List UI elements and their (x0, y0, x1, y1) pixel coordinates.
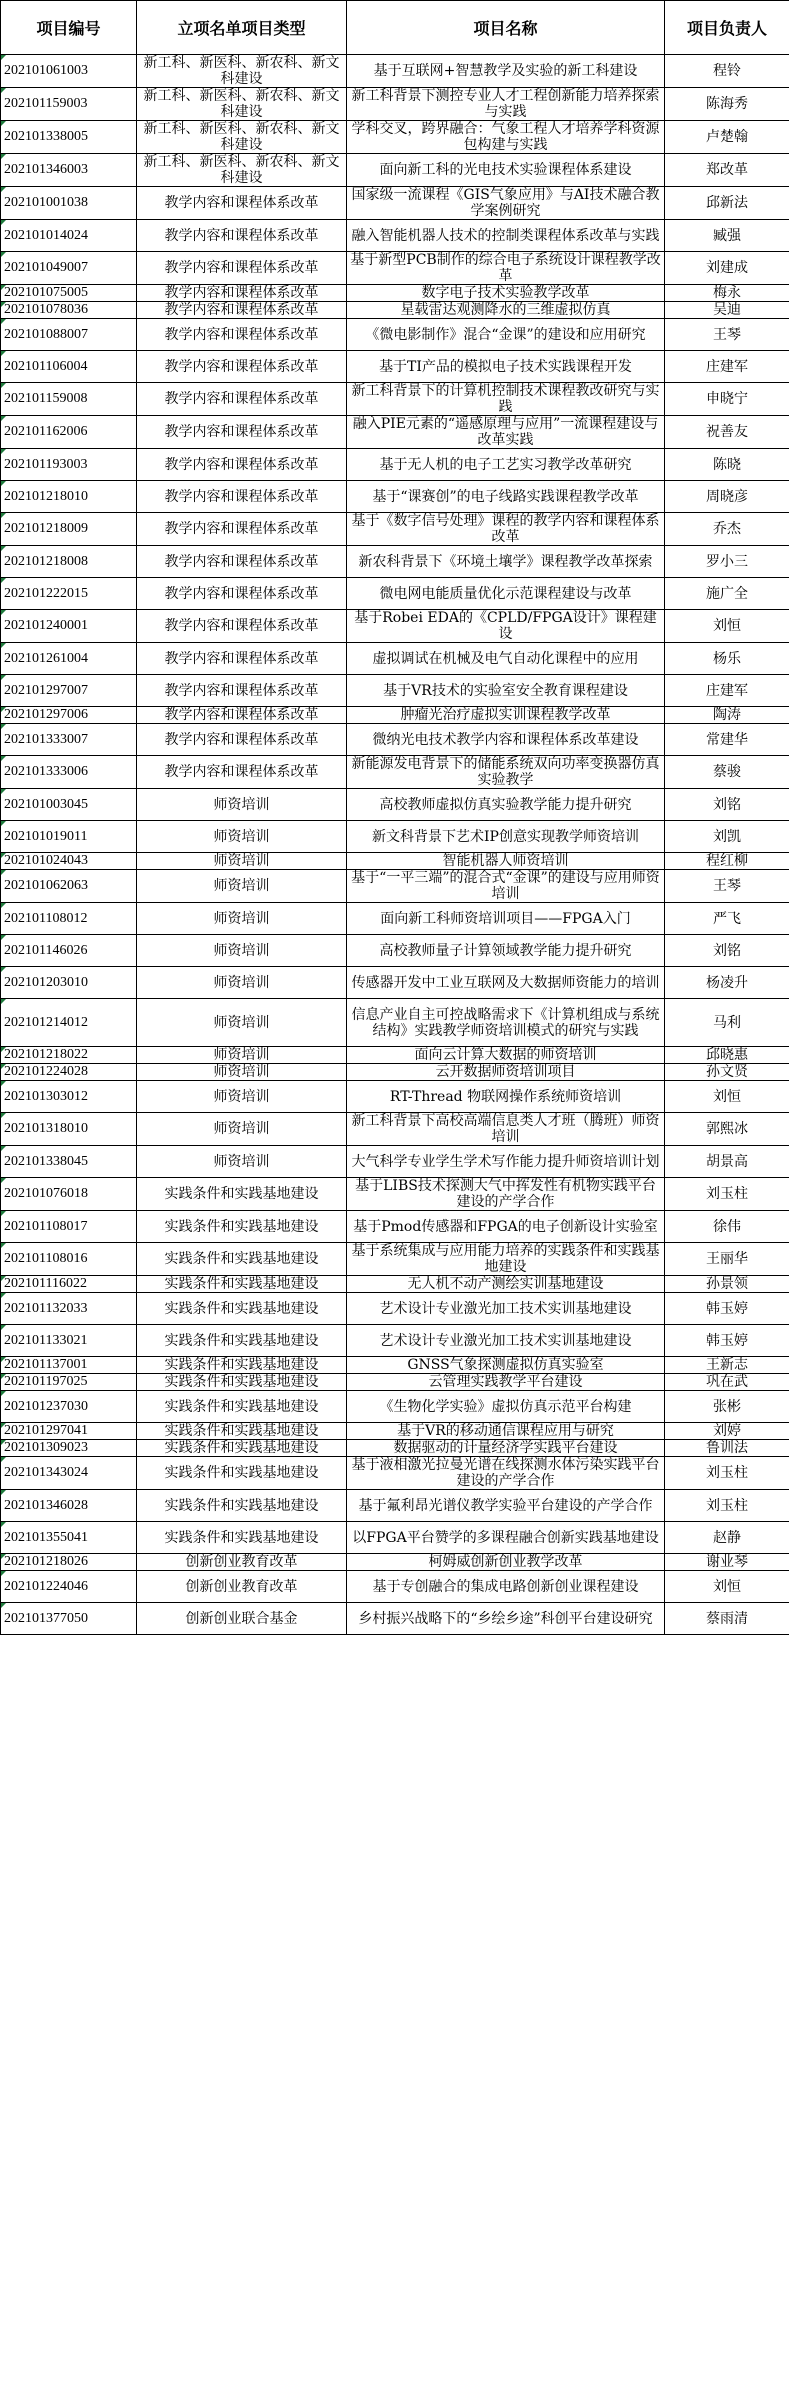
cell-name: RT-Thread 物联网操作系统师资培训 (347, 1081, 665, 1113)
cell-name: 柯姆威创新创业教学改革 (347, 1554, 665, 1571)
cell-code: 202101218022 (1, 1047, 137, 1064)
cell-name: 智能机器人师资培训 (347, 853, 665, 870)
cell-name: 面向新工科的光电技术实验课程体系建设 (347, 154, 665, 187)
cell-name: 新工科背景下高校高端信息类人才班（腾班）师资培训 (347, 1113, 665, 1146)
table-row (1, 285, 789, 302)
cell-type: 教学内容和课程体系改革 (137, 449, 347, 481)
cell-lead: 蔡雨清 (665, 1603, 789, 1635)
cell-lead: 刘铭 (665, 935, 789, 967)
cell-lead: 韩玉婷 (665, 1293, 789, 1325)
cell-lead: 施广全 (665, 578, 789, 610)
cell-name: 融入智能机器人技术的控制类课程体系改革与实践 (347, 220, 665, 252)
cell-name: 基于液相激光拉曼光谱在线探测水体污染实践平台建设的产学合作 (347, 1457, 665, 1490)
cell-name: 基于无人机的电子工艺实习教学改革研究 (347, 449, 665, 481)
cell-type: 教学内容和课程体系改革 (137, 610, 347, 643)
cell-name: 基于《数字信号处理》课程的教学内容和课程体系改革 (347, 513, 665, 546)
cell-name: 云管理实践教学平台建设 (347, 1374, 665, 1391)
cell-lead: 刘恒 (665, 1571, 789, 1603)
cell-code: 202101062063 (1, 870, 137, 903)
table-row (1, 1276, 789, 1293)
cell-code: 202101132033 (1, 1293, 137, 1325)
table-row (1, 1064, 789, 1081)
cell-lead: 赵静 (665, 1522, 789, 1554)
cell-name: 以FPGA平台赞学的多课程融合创新实践基地建设 (347, 1522, 665, 1554)
table-row (1, 1211, 789, 1243)
cell-name: 微纳光电技术教学内容和课程体系改革建设 (347, 724, 665, 756)
cell-code: 202101197025 (1, 1374, 137, 1391)
cell-type: 师资培训 (137, 789, 347, 821)
cell-type: 新工科、新医科、新农科、新文科建设 (137, 88, 347, 121)
header-row (1, 1, 789, 55)
table-row (1, 1571, 789, 1603)
header-lead: 项目负责人 (665, 1, 789, 55)
table-row (1, 513, 789, 546)
cell-lead: 刘铭 (665, 789, 789, 821)
table-row (1, 1113, 789, 1146)
cell-name: 微电网电能质量优化示范课程建设与改革 (347, 578, 665, 610)
cell-code: 202101108017 (1, 1211, 137, 1243)
cell-type: 师资培训 (137, 1146, 347, 1178)
cell-name: 新文科背景下艺术IP创意实现教学师资培训 (347, 821, 665, 853)
cell-code: 202101318010 (1, 1113, 137, 1146)
cell-type: 师资培训 (137, 1113, 347, 1146)
header-type: 立项名单项目类型 (137, 1, 347, 55)
cell-lead: 胡景高 (665, 1146, 789, 1178)
cell-type: 教学内容和课程体系改革 (137, 513, 347, 546)
cell-code: 202101162006 (1, 416, 137, 449)
cell-name: 基于“一平三端”的混合式“金课”的建设与应用师资培训 (347, 870, 665, 903)
cell-type: 教学内容和课程体系改革 (137, 643, 347, 675)
table-row (1, 578, 789, 610)
cell-code: 202101297006 (1, 707, 137, 724)
cell-name: 《生物化学实验》虚拟仿真示范平台构建 (347, 1391, 665, 1423)
cell-code: 202101137001 (1, 1357, 137, 1374)
cell-lead: 刘玉柱 (665, 1178, 789, 1211)
cell-code: 202101218008 (1, 546, 137, 578)
cell-name: 数据驱动的计量经济学实践平台建设 (347, 1440, 665, 1457)
cell-code: 202101218009 (1, 513, 137, 546)
table-row (1, 220, 789, 252)
cell-code: 202101343024 (1, 1457, 137, 1490)
table-row (1, 1374, 789, 1391)
cell-lead: 张彬 (665, 1391, 789, 1423)
cell-code: 202101116022 (1, 1276, 137, 1293)
cell-lead: 常建华 (665, 724, 789, 756)
cell-code: 202101218026 (1, 1554, 137, 1571)
cell-name: 乡村振兴战略下的“乡绘乡途”科创平台建设研究 (347, 1603, 665, 1635)
cell-code: 202101076018 (1, 1178, 137, 1211)
cell-type: 师资培训 (137, 967, 347, 999)
cell-type: 实践条件和实践基地建设 (137, 1325, 347, 1357)
table-row (1, 351, 789, 383)
cell-type: 实践条件和实践基地建设 (137, 1423, 347, 1440)
table-row (1, 1522, 789, 1554)
cell-lead: 韩玉婷 (665, 1325, 789, 1357)
cell-lead: 刘恒 (665, 1081, 789, 1113)
cell-lead: 祝善友 (665, 416, 789, 449)
cell-name: 传感器开发中工业互联网及大数据师资能力的培训 (347, 967, 665, 999)
cell-code: 202101261004 (1, 643, 137, 675)
cell-name: 基于互联网+智慧教学及实验的新工科建设 (347, 55, 665, 88)
table-row (1, 1081, 789, 1113)
cell-lead: 谢业琴 (665, 1554, 789, 1571)
cell-code: 202101106004 (1, 351, 137, 383)
cell-lead: 邱新法 (665, 187, 789, 220)
table-row (1, 302, 789, 319)
cell-type: 实践条件和实践基地建设 (137, 1490, 347, 1522)
cell-lead: 孙文贤 (665, 1064, 789, 1081)
cell-code: 202101355041 (1, 1522, 137, 1554)
cell-code: 202101377050 (1, 1603, 137, 1635)
cell-type: 教学内容和课程体系改革 (137, 220, 347, 252)
cell-name: 星载雷达观测降水的三维虚拟仿真 (347, 302, 665, 319)
table-row (1, 1554, 789, 1571)
cell-code: 202101078036 (1, 302, 137, 319)
cell-code: 202101222015 (1, 578, 137, 610)
cell-lead: 郭熙冰 (665, 1113, 789, 1146)
cell-name: GNSS气象探测虚拟仿真实验室 (347, 1357, 665, 1374)
cell-type: 教学内容和课程体系改革 (137, 707, 347, 724)
cell-lead: 乔杰 (665, 513, 789, 546)
cell-type: 实践条件和实践基地建设 (137, 1211, 347, 1243)
cell-lead: 卢楚翰 (665, 121, 789, 154)
table-row (1, 1178, 789, 1211)
cell-lead: 王丽华 (665, 1243, 789, 1276)
cell-name: 融入PIE元素的“遥感原理与应用”一流课程建设与改革实践 (347, 416, 665, 449)
cell-lead: 巩在武 (665, 1374, 789, 1391)
cell-type: 教学内容和课程体系改革 (137, 302, 347, 319)
cell-type: 师资培训 (137, 821, 347, 853)
cell-lead: 罗小三 (665, 546, 789, 578)
cell-code: 202101214012 (1, 999, 137, 1047)
cell-code: 202101061003 (1, 55, 137, 88)
table-row (1, 643, 789, 675)
cell-lead: 刘凯 (665, 821, 789, 853)
table-row (1, 55, 789, 88)
table-row (1, 999, 789, 1047)
cell-code: 202101133021 (1, 1325, 137, 1357)
cell-type: 实践条件和实践基地建设 (137, 1374, 347, 1391)
cell-lead: 刘恒 (665, 610, 789, 643)
cell-lead: 庄建军 (665, 675, 789, 707)
header-name: 项目名称 (347, 1, 665, 55)
table-row (1, 1391, 789, 1423)
cell-type: 教学内容和课程体系改革 (137, 285, 347, 302)
cell-code: 202101338005 (1, 121, 137, 154)
cell-type: 实践条件和实践基地建设 (137, 1522, 347, 1554)
cell-type: 师资培训 (137, 1064, 347, 1081)
cell-name: 基于VR技术的实验室安全教育课程建设 (347, 675, 665, 707)
table-row (1, 675, 789, 707)
cell-name: 艺术设计专业激光加工技术实训基地建设 (347, 1293, 665, 1325)
cell-lead: 孙景领 (665, 1276, 789, 1293)
cell-lead: 王新志 (665, 1357, 789, 1374)
cell-name: 数字电子技术实验教学改革 (347, 285, 665, 302)
cell-name: 面向云计算大数据的师资培训 (347, 1047, 665, 1064)
cell-lead: 刘玉柱 (665, 1457, 789, 1490)
cell-type: 教学内容和课程体系改革 (137, 252, 347, 285)
cell-type: 教学内容和课程体系改革 (137, 578, 347, 610)
cell-name: 基于VR的移动通信课程应用与研究 (347, 1423, 665, 1440)
cell-type: 教学内容和课程体系改革 (137, 319, 347, 351)
cell-type: 师资培训 (137, 1047, 347, 1064)
cell-lead: 庄建军 (665, 351, 789, 383)
cell-name: 基于新型PCB制作的综合电子系统设计课程教学改革 (347, 252, 665, 285)
cell-name: 面向新工科师资培训项目——FPGA入门 (347, 903, 665, 935)
cell-type: 创新创业联合基金 (137, 1603, 347, 1635)
cell-lead: 陈海秀 (665, 88, 789, 121)
cell-lead: 吴迪 (665, 302, 789, 319)
cell-name: 基于Pmod传感器和FPGA的电子创新设计实验室 (347, 1211, 665, 1243)
cell-name: 高校教师虚拟仿真实验教学能力提升研究 (347, 789, 665, 821)
cell-code: 202101240001 (1, 610, 137, 643)
cell-type: 实践条件和实践基地建设 (137, 1357, 347, 1374)
cell-lead: 陶涛 (665, 707, 789, 724)
table-row (1, 187, 789, 220)
cell-type: 教学内容和课程体系改革 (137, 675, 347, 707)
cell-code: 202101088007 (1, 319, 137, 351)
table-row (1, 481, 789, 513)
cell-lead: 郑改革 (665, 154, 789, 187)
cell-code: 202101346003 (1, 154, 137, 187)
cell-type: 师资培训 (137, 853, 347, 870)
cell-code: 202101297041 (1, 1423, 137, 1440)
table-row (1, 546, 789, 578)
cell-lead: 程红柳 (665, 853, 789, 870)
cell-name: 新能源发电背景下的储能系统双向功率变换器仿真实验教学 (347, 756, 665, 789)
cell-lead: 刘建成 (665, 252, 789, 285)
cell-name: 基于专创融合的集成电路创新创业课程建设 (347, 1571, 665, 1603)
cell-type: 教学内容和课程体系改革 (137, 756, 347, 789)
table-row (1, 853, 789, 870)
cell-lead: 程铃 (665, 55, 789, 88)
cell-code: 202101049007 (1, 252, 137, 285)
cell-code: 202101218010 (1, 481, 137, 513)
cell-code: 202101224028 (1, 1064, 137, 1081)
cell-name: 虚拟调试在机械及电气自动化课程中的应用 (347, 643, 665, 675)
cell-lead: 鲁训法 (665, 1440, 789, 1457)
table-row (1, 935, 789, 967)
table-row (1, 1457, 789, 1490)
cell-lead: 严飞 (665, 903, 789, 935)
cell-lead: 邱晓惠 (665, 1047, 789, 1064)
table-row (1, 1423, 789, 1440)
table-row (1, 1047, 789, 1064)
table-row (1, 1440, 789, 1457)
table-row (1, 903, 789, 935)
cell-code: 202101193003 (1, 449, 137, 481)
cell-lead: 梅永 (665, 285, 789, 302)
cell-type: 教学内容和课程体系改革 (137, 351, 347, 383)
table-body (1, 55, 789, 1635)
cell-lead: 杨乐 (665, 643, 789, 675)
table-row (1, 789, 789, 821)
cell-code: 202101203010 (1, 967, 137, 999)
cell-type: 教学内容和课程体系改革 (137, 383, 347, 416)
cell-name: 基于氟利昂光谱仪教学实验平台建设的产学合作 (347, 1490, 665, 1522)
cell-code: 202101108016 (1, 1243, 137, 1276)
cell-code: 202101075005 (1, 285, 137, 302)
cell-lead: 蔡骏 (665, 756, 789, 789)
cell-type: 师资培训 (137, 870, 347, 903)
table-row (1, 121, 789, 154)
cell-name: 《微电影制作》混合“金课”的建设和应用研究 (347, 319, 665, 351)
cell-lead: 杨凌升 (665, 967, 789, 999)
table-row (1, 756, 789, 789)
cell-name: 新农科背景下《环境土壤学》课程教学改革探索 (347, 546, 665, 578)
cell-name: 基于TI产品的模拟电子技术实践课程开发 (347, 351, 665, 383)
cell-name: 肿瘤光治疗虚拟实训课程教学改革 (347, 707, 665, 724)
header-code: 项目编号 (1, 1, 137, 55)
cell-type: 创新创业教育改革 (137, 1571, 347, 1603)
cell-code: 202101237030 (1, 1391, 137, 1423)
cell-code: 202101003045 (1, 789, 137, 821)
table-row (1, 416, 789, 449)
cell-type: 教学内容和课程体系改革 (137, 187, 347, 220)
cell-code: 202101224046 (1, 1571, 137, 1603)
cell-code: 202101019011 (1, 821, 137, 853)
cell-type: 师资培训 (137, 1081, 347, 1113)
cell-code: 202101346028 (1, 1490, 137, 1522)
cell-code: 202101309023 (1, 1440, 137, 1457)
table-row (1, 319, 789, 351)
table-row (1, 1146, 789, 1178)
cell-name: 新工科背景下测控专业人才工程创新能力培养探索与实践 (347, 88, 665, 121)
table-row (1, 870, 789, 903)
table-row (1, 1490, 789, 1522)
cell-type: 实践条件和实践基地建设 (137, 1293, 347, 1325)
cell-type: 教学内容和课程体系改革 (137, 481, 347, 513)
table-row (1, 1243, 789, 1276)
cell-type: 新工科、新医科、新农科、新文科建设 (137, 121, 347, 154)
cell-code: 202101338045 (1, 1146, 137, 1178)
cell-code: 202101001038 (1, 187, 137, 220)
cell-code: 202101303012 (1, 1081, 137, 1113)
table-row (1, 88, 789, 121)
cell-type: 新工科、新医科、新农科、新文科建设 (137, 55, 347, 88)
cell-lead: 马利 (665, 999, 789, 1047)
cell-name: 新工科背景下的计算机控制技术课程教改研究与实践 (347, 383, 665, 416)
cell-name: 无人机不动产测绘实训基地建设 (347, 1276, 665, 1293)
cell-type: 实践条件和实践基地建设 (137, 1391, 347, 1423)
cell-lead: 陈晓 (665, 449, 789, 481)
table-row (1, 1603, 789, 1635)
cell-type: 实践条件和实践基地建设 (137, 1440, 347, 1457)
cell-name: 信息产业自主可控战略需求下《计算机组成与系统结构》实践教学师资培训模式的研究与实践 (347, 999, 665, 1047)
cell-type: 教学内容和课程体系改革 (137, 416, 347, 449)
table-row (1, 1293, 789, 1325)
table-row (1, 967, 789, 999)
table-row (1, 821, 789, 853)
cell-code: 202101159008 (1, 383, 137, 416)
cell-code: 202101146026 (1, 935, 137, 967)
cell-lead: 刘玉柱 (665, 1490, 789, 1522)
cell-type: 师资培训 (137, 935, 347, 967)
cell-lead: 王琴 (665, 870, 789, 903)
cell-type: 实践条件和实践基地建设 (137, 1178, 347, 1211)
cell-code: 202101159003 (1, 88, 137, 121)
table-row (1, 707, 789, 724)
cell-type: 教学内容和课程体系改革 (137, 546, 347, 578)
cell-code: 202101297007 (1, 675, 137, 707)
cell-code: 202101333007 (1, 724, 137, 756)
cell-type: 实践条件和实践基地建设 (137, 1243, 347, 1276)
cell-type: 师资培训 (137, 999, 347, 1047)
cell-lead: 刘婷 (665, 1423, 789, 1440)
table-row (1, 1357, 789, 1374)
cell-name: 基于系统集成与应用能力培养的实践条件和实践基地建设 (347, 1243, 665, 1276)
cell-code: 202101333006 (1, 756, 137, 789)
cell-name: 大气科学专业学生学术写作能力提升师资培训计划 (347, 1146, 665, 1178)
cell-type: 创新创业教育改革 (137, 1554, 347, 1571)
cell-type: 实践条件和实践基地建设 (137, 1457, 347, 1490)
table-row (1, 154, 789, 187)
table-row (1, 252, 789, 285)
table-row (1, 383, 789, 416)
cell-lead: 臧强 (665, 220, 789, 252)
cell-type: 实践条件和实践基地建设 (137, 1276, 347, 1293)
cell-name: 国家级一流课程《GIS气象应用》与AI技术融合教学案例研究 (347, 187, 665, 220)
cell-name: 云开数据师资培训项目 (347, 1064, 665, 1081)
cell-type: 教学内容和课程体系改革 (137, 724, 347, 756)
cell-code: 202101024043 (1, 853, 137, 870)
table-row (1, 1325, 789, 1357)
cell-lead: 徐伟 (665, 1211, 789, 1243)
table-row (1, 610, 789, 643)
cell-name: 高校教师量子计算领域教学能力提升研究 (347, 935, 665, 967)
cell-lead: 王琴 (665, 319, 789, 351)
cell-lead: 周晓彦 (665, 481, 789, 513)
cell-name: 基于“课赛创”的电子线路实践课程教学改革 (347, 481, 665, 513)
cell-code: 202101014024 (1, 220, 137, 252)
cell-type: 师资培训 (137, 903, 347, 935)
table-row (1, 724, 789, 756)
cell-lead: 申晓宁 (665, 383, 789, 416)
cell-name: 基于LIBS技术探测大气中挥发性有机物实践平台建设的产学合作 (347, 1178, 665, 1211)
cell-name: 学科交叉，跨界融合：气象工程人才培养学科资源包构建与实践 (347, 121, 665, 154)
table-row (1, 449, 789, 481)
cell-name: 基于Robei EDA的《CPLD/FPGA设计》课程建设 (347, 610, 665, 643)
cell-type: 新工科、新医科、新农科、新文科建设 (137, 154, 347, 187)
cell-code: 202101108012 (1, 903, 137, 935)
cell-name: 艺术设计专业激光加工技术实训基地建设 (347, 1325, 665, 1357)
